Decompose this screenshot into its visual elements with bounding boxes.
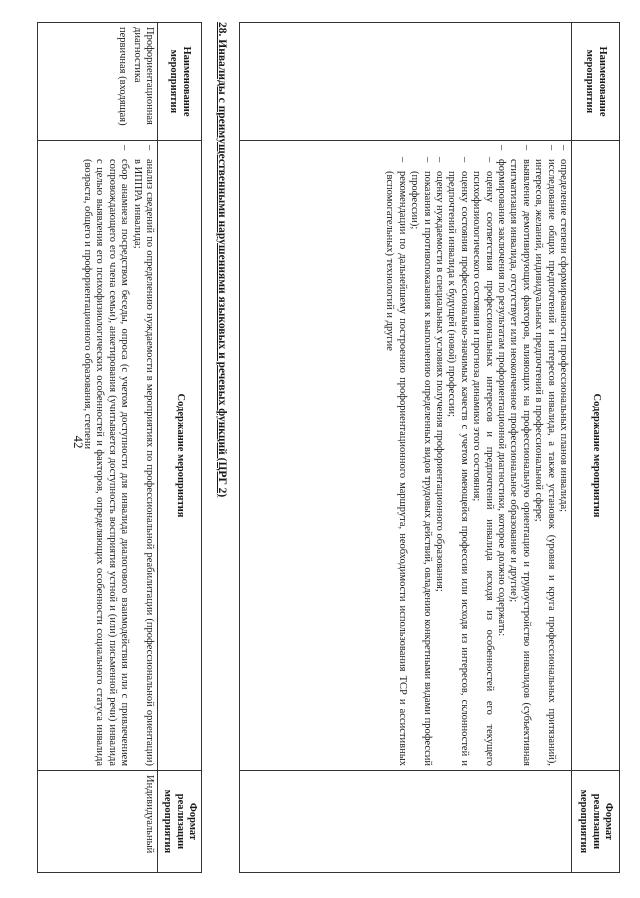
header-name: Наименование мероприятия: [158, 23, 202, 141]
list-item: – определение степени сформированности профессиональных планов инвалида;: [557, 145, 569, 766]
content-cell: [38, 141, 158, 771]
list-item: – оценку соответствия профессиональных интересов и предпочтений инвалида исходя из особенностей его текущего психофизиологического состояния и прогноза динамики этого состояния;: [470, 145, 495, 766]
list-item: – анализ сведений по определению нуждаемости в мероприятиях по профессиональной реабилитации (профессиональной ориентации) в ИППРА инвалида;: [130, 145, 155, 766]
measure-name: Профориентационная диагностика: [131, 27, 155, 125]
content-list: [81, 145, 155, 766]
measures-table-continued: [239, 22, 620, 873]
list-item: – выявление демотивирующих факторов, влияющих на профессиональную ориентацию и трудоустройство инвалидов (субъективная стигматизация инвалида, отсутствует или неоконченное профессиональное образование и другие);: [507, 145, 532, 766]
name-cell: [38, 23, 158, 141]
section-title: 28. Инвалиды с преимущественными нарушениями языковых и речевых функций (ЦРГ 2): [216, 22, 228, 498]
header-format: Формат реализации мероприятия: [572, 771, 620, 873]
header-content: Содержание мероприятия: [158, 141, 202, 771]
name-cell: [240, 23, 572, 141]
list-item: – оценку нуждаемости в специальных условиях получения профориентационного образования;: [433, 145, 445, 766]
header-content: Содержание мероприятия: [572, 141, 620, 771]
measure-subtype: первичная (входящая): [117, 27, 129, 126]
list-item: – исследование общих предпочтений и интересов инвалида, а также установок (уровня и круга профессиональных притязаний), интересов, желаний, индивидуальных предпочтений в профессиональной сфере;: [532, 145, 557, 766]
rotated-page-content: [30, 22, 620, 872]
list-item: – рекомендации по дальнейшему построению профориентационного маршрута, необходимости использования ТСР и ассистивных (вспомогательных) технологий и другие: [383, 145, 408, 766]
format-cell: [240, 771, 572, 873]
list-item: – оценку состояния профессионально-значимых качеств с учетом имеющейся профессии или исходя из интересов, склонностей и предпочтений инвалида к будущей (новой) профессии;: [445, 145, 470, 766]
header-format: Формат реализации мероприятия: [158, 771, 202, 873]
list-item: – формирование заключения по результатам профориентационной диагностики, которое должно содержать:: [495, 145, 507, 766]
content-list: [383, 145, 569, 766]
format-cell: Индивидуальный: [38, 771, 158, 873]
content-cell: [240, 141, 572, 771]
page-number: 42: [71, 435, 86, 449]
measures-table: [37, 22, 202, 873]
list-item: – показания и противопоказания к выполнению определенных видов трудовых действий, овладению конкретными видами профессий (профессии);: [408, 145, 433, 766]
list-item: – сбор анамнеза посредством беседы, опроса (с учетом доступности для инвалида диалогового взаимодействия или с привлечением сопровождающего его члена семьи), анкетирования (учитывается доступность восприятия устной и (или) письменной речи) инвалида с целью выявления его психофизиологических особенностей и факторов, определяющих особенности социального статуса инвалида (возраста, общего и профориентационного образования, степени: [81, 145, 131, 766]
header-name: Наименование мероприятия: [572, 23, 620, 141]
